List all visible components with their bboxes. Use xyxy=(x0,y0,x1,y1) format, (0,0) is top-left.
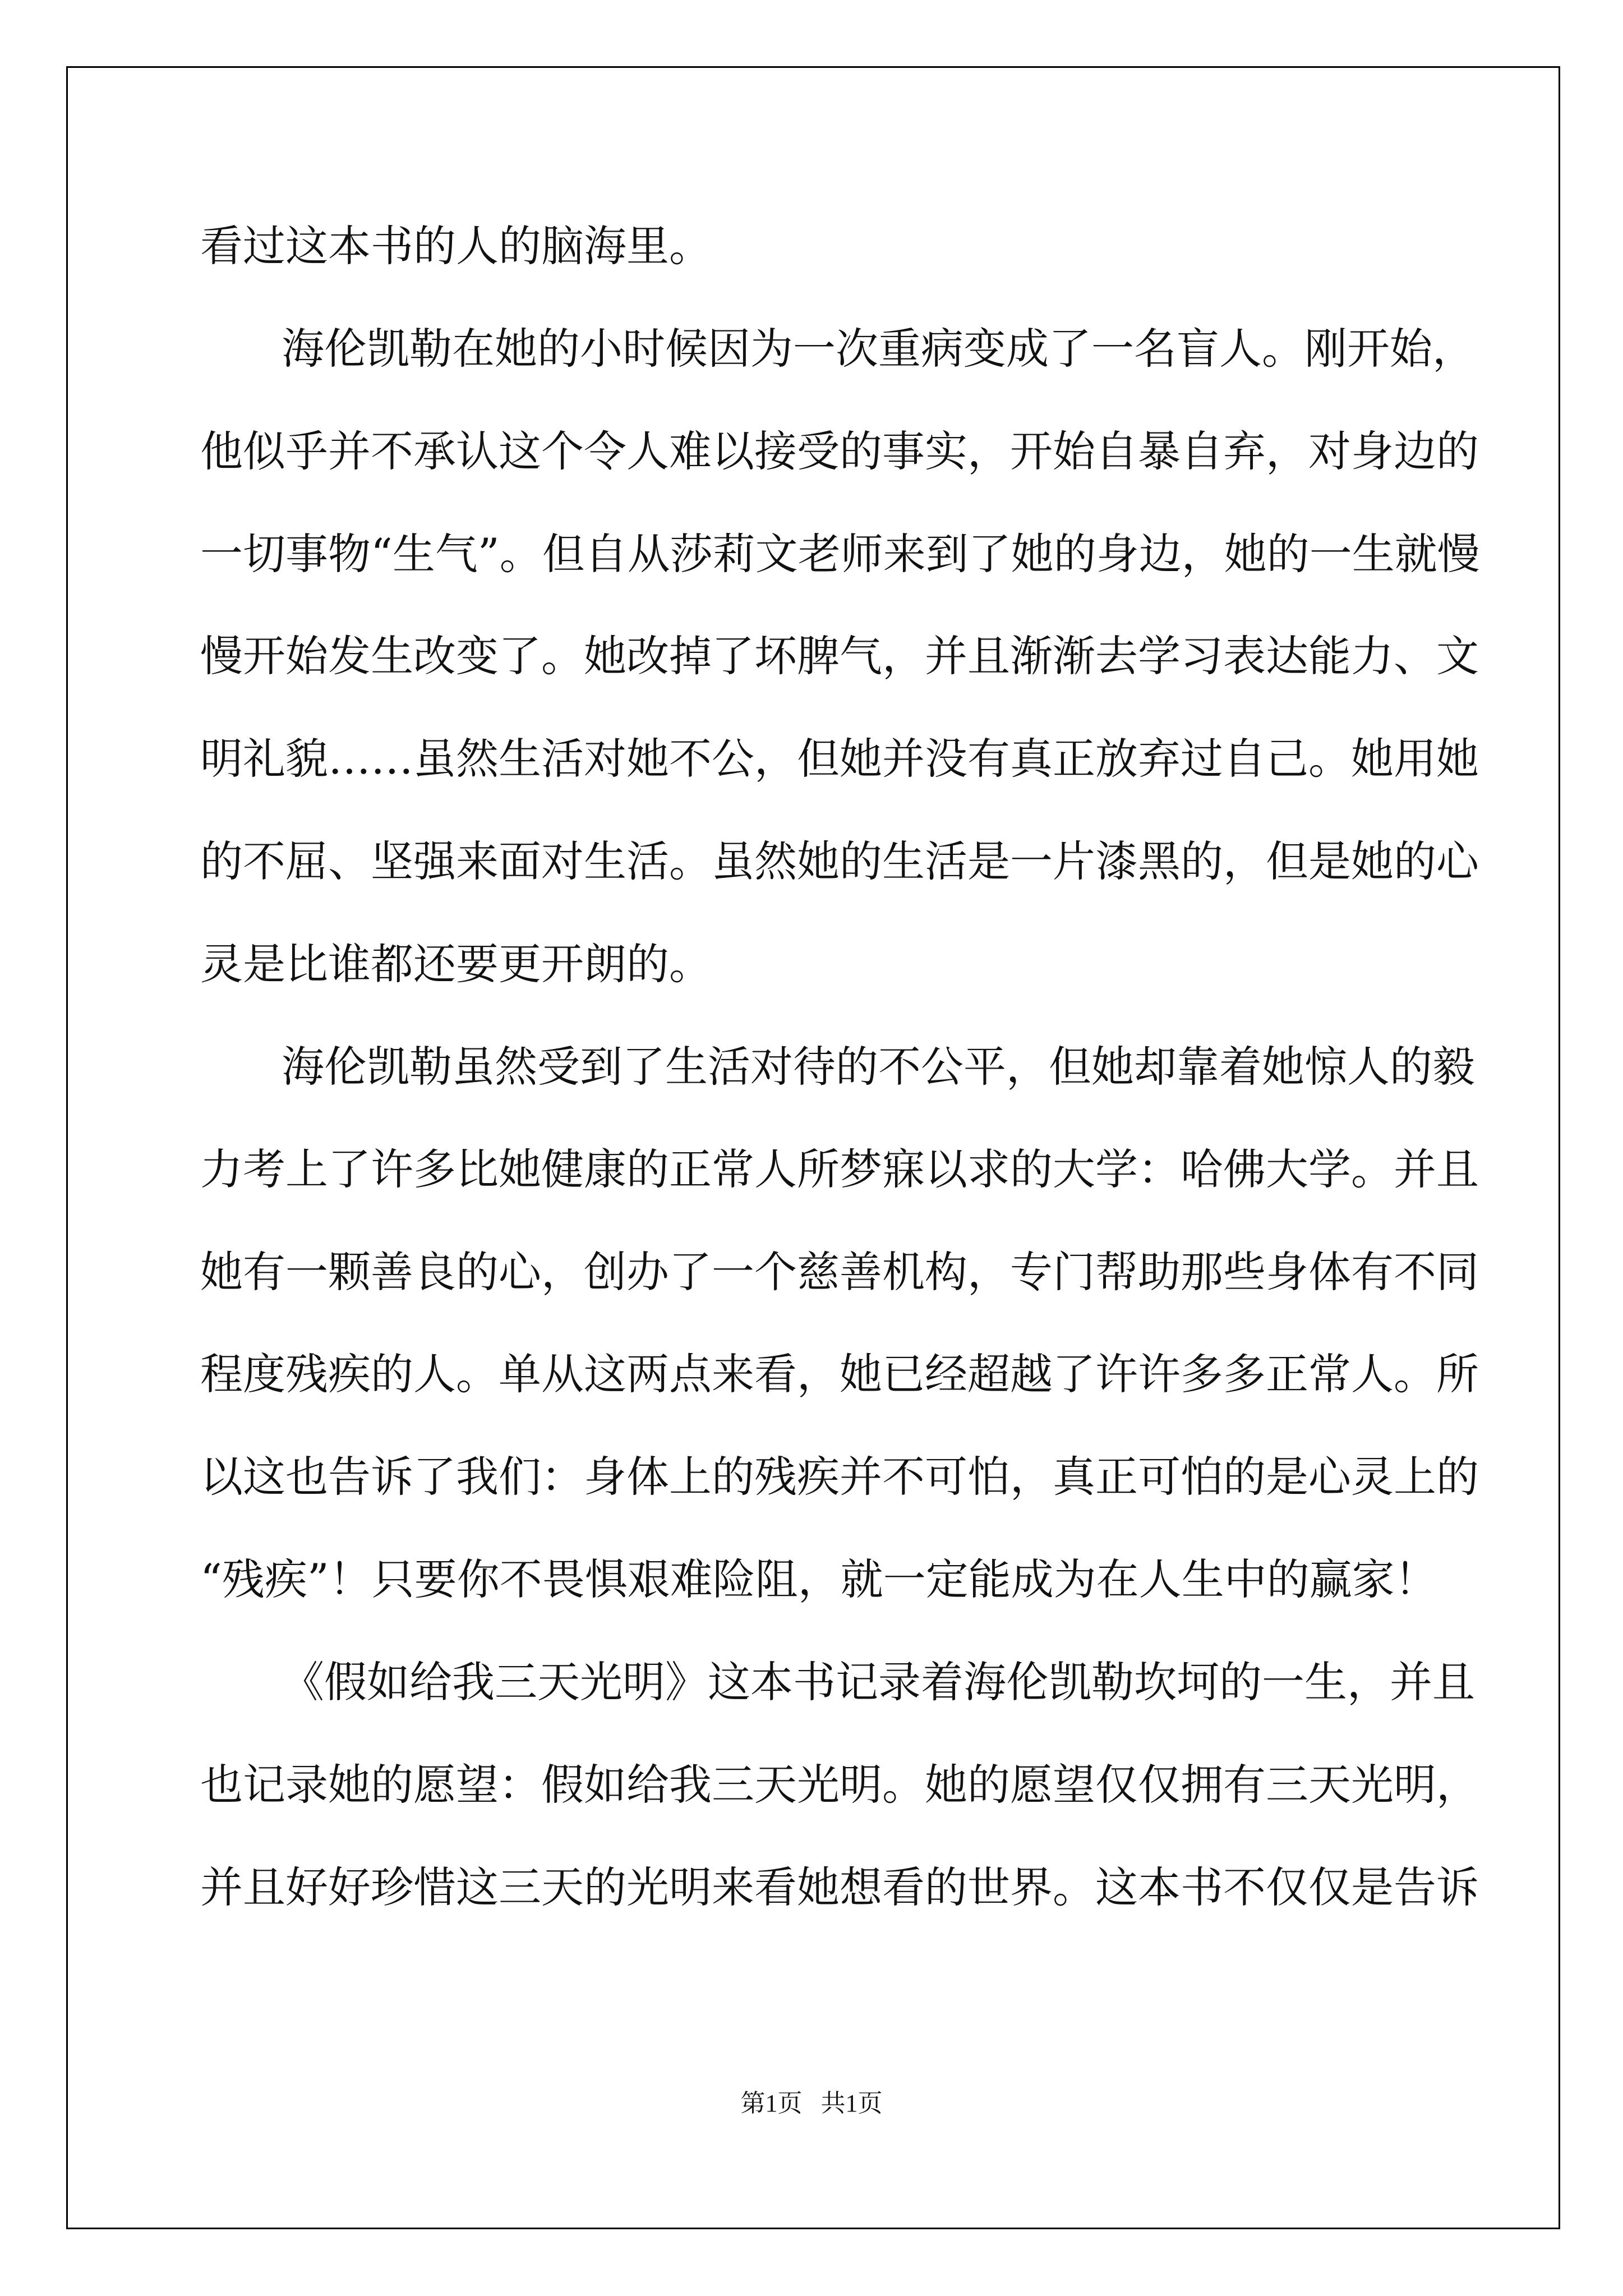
text-line: 也记录她的愿望：假如给我三天光明。她的愿望仅仅拥有三天光明， xyxy=(200,1760,1479,1810)
text-line: 慢开始发生改变了。她改掉了坏脾气，并且渐渐去学习表达能力、文 xyxy=(200,631,1479,681)
text-line: 程度残疾的人。单从这两点来看，她已经超越了许许多多正常人。所 xyxy=(200,1349,1479,1399)
text-line: 灵是比谁都还要更开朗的。 xyxy=(200,939,712,989)
text-line: 海伦凯勒虽然受到了生活对待的不公平，但她却靠着她惊人的毅 xyxy=(282,1042,1475,1092)
text-line: “残疾”！只要你不畏惧艰难险阻，就一定能成为在人生中的赢家！ xyxy=(200,1554,1437,1604)
text-line: 以这也告诉了我们：身体上的残疾并不可怕，真正可怕的是心灵上的 xyxy=(200,1452,1479,1502)
text-line: 一切事物“生气”。但自从莎莉文老师来到了她的身边，她的一生就慢 xyxy=(200,529,1480,579)
text-line: 明礼貌……虽然生活对她不公，但她并没有真正放弃过自己。她用她 xyxy=(200,734,1479,784)
text-line: 《假如给我三天光明》这本书记录着海伦凯勒坎坷的一生，并且 xyxy=(282,1657,1475,1707)
text-line: 力考上了许多比她健康的正常人所梦寐以求的大学：哈佛大学。并且 xyxy=(200,1144,1479,1194)
page-number-footer: 第1页 共1页 xyxy=(740,2090,883,2117)
text-line: 他似乎并不承认这个令人难以接受的事实，开始自暴自弃，对身边的 xyxy=(200,426,1479,476)
text-line: 看过这本书的人的脑海里。 xyxy=(200,221,712,271)
text-line: 的不屈、坚强来面对生活。虽然她的生活是一片漆黑的，但是她的心 xyxy=(200,836,1479,886)
text-line: 她有一颗善良的心，创办了一个慈善机构，专门帮助那些身体有不同 xyxy=(200,1247,1479,1297)
text-line: 并且好好珍惜这三天的光明来看她想看的世界。这本书不仅仅是告诉 xyxy=(200,1862,1479,1912)
text-line: 海伦凯勒在她的小时候因为一次重病变成了一名盲人。刚开始， xyxy=(282,324,1475,374)
